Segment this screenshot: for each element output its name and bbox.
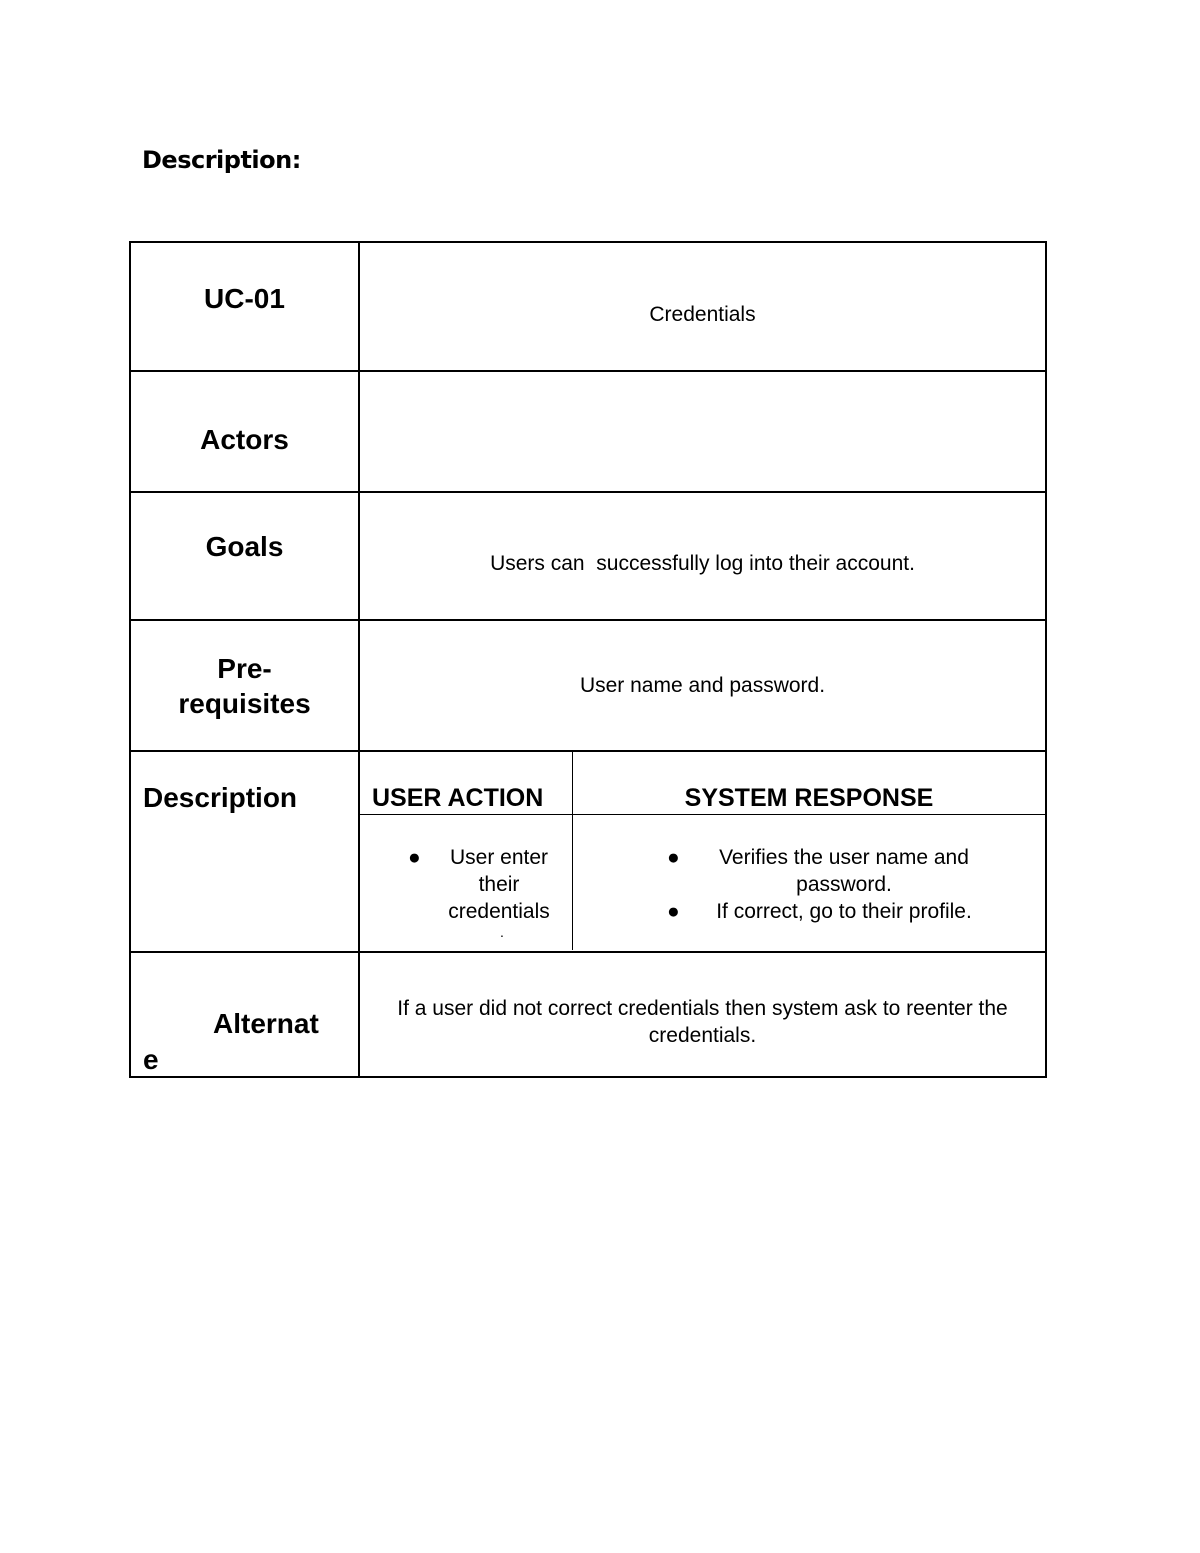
- user-action-list: [360, 815, 572, 925]
- system-response-list: [573, 815, 1045, 925]
- description-label: Description: [143, 782, 298, 814]
- use-case-id-row: [130, 242, 1046, 371]
- alternate-row: [130, 952, 1046, 1077]
- system-response-text: Verifies the user name and password.: [719, 846, 969, 897]
- bullet-icon: ●: [667, 900, 680, 924]
- use-case-id-label-cell: [130, 242, 359, 371]
- description-flow-table: [360, 752, 1045, 950]
- actors-row: [130, 371, 1046, 491]
- actors-label-cell: [130, 371, 359, 491]
- bullet-icon: ●: [667, 846, 680, 870]
- prerequisites-value: User name and password.: [579, 674, 826, 698]
- use-case-title-cell: [359, 242, 1046, 371]
- prerequisites-value-cell: [359, 620, 1046, 751]
- goals-label-cell: [130, 492, 359, 620]
- system-response-item: [573, 898, 1045, 925]
- actors-value-cell: [359, 371, 1046, 491]
- system-response-cell: [573, 815, 1046, 951]
- prerequisites-label-line2: requisites: [178, 687, 311, 719]
- prerequisites-label-line1: Pre-: [217, 652, 272, 684]
- alternate-label-cell: [130, 952, 359, 1077]
- user-action-item: [360, 844, 572, 925]
- system-response-item: [573, 844, 1045, 898]
- alternate-label-part2: e: [143, 1043, 159, 1075]
- alternate-value-cell: [359, 952, 1046, 1077]
- flow-header-row: [360, 752, 1045, 815]
- description-row: [130, 751, 1046, 951]
- bullet-icon: ●: [408, 846, 421, 870]
- page-heading: Description:: [142, 146, 301, 174]
- alternate-value: If a user did not correct credentials then system ask to reenter the credentials.: [397, 997, 1008, 1048]
- use-case-title: Credentials: [649, 303, 756, 327]
- system-response-header-cell: [573, 752, 1046, 815]
- description-flow-cell: [359, 751, 1046, 951]
- system-response-header: SYSTEM RESPONSE: [684, 784, 934, 813]
- use-case-table: [129, 241, 1047, 1078]
- system-response-text: If correct, go to their profile.: [716, 900, 972, 924]
- goals-value: Users can successfully log into their account.: [490, 552, 915, 576]
- user-action-text: User enter their credentials: [448, 846, 550, 924]
- alternate-label: [131, 953, 358, 1074]
- user-action-cell: [360, 815, 573, 951]
- user-action-header: USER ACTION: [372, 784, 544, 813]
- prerequisites-row: [130, 620, 1046, 751]
- user-action-header-cell: [360, 752, 573, 815]
- goals-label: Goals: [205, 531, 284, 563]
- actors-label: Actors: [200, 423, 289, 455]
- prerequisites-label-cell: [130, 620, 359, 751]
- goals-value-cell: [359, 492, 1046, 620]
- alternate-label-part1: Alternat: [213, 1007, 319, 1039]
- flow-body-row: [360, 815, 1045, 951]
- description-label-cell: [130, 751, 359, 951]
- user-action-trailing-dot: .: [500, 924, 504, 941]
- use-case-id-label: UC-01: [204, 283, 285, 315]
- goals-row: [130, 492, 1046, 620]
